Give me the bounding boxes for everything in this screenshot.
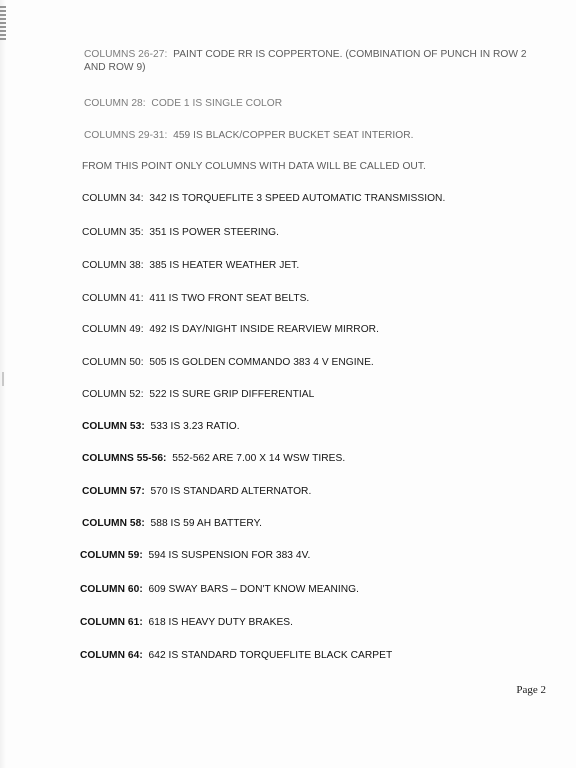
line-text: 411 IS TWO FRONT SEAT BELTS. <box>149 293 310 304</box>
line-label: COLUMN 35: <box>82 227 144 238</box>
document-line <box>82 160 426 173</box>
scan-artifact-mark <box>2 372 4 386</box>
document-line <box>80 583 359 596</box>
line-label: COLUMN 38: <box>82 260 144 271</box>
line-text: 385 IS HEATER WEATHER JET. <box>149 260 300 271</box>
document-line <box>82 452 345 465</box>
document-line <box>82 420 240 433</box>
document-line <box>84 129 414 142</box>
line-text: 618 IS HEAVY DUTY BRAKES. <box>148 617 294 628</box>
document-line <box>82 388 314 401</box>
document-line <box>80 549 310 562</box>
line-text: 342 IS TORQUEFLITE 3 SPEED AUTOMATIC TRANSMISSION. <box>149 193 446 204</box>
document-line <box>84 97 282 110</box>
line-text: 522 IS SURE GRIP DIFFERENTIAL <box>149 389 315 400</box>
document-line <box>82 192 445 205</box>
line-label: COLUMN 58: <box>82 518 145 529</box>
line-text: 594 IS SUSPENSION FOR 383 4V. <box>148 550 311 561</box>
line-label: COLUMNS 29-31: <box>84 130 168 141</box>
line-label: COLUMNS 26-27: <box>84 49 168 60</box>
line-label: COLUMN 49: <box>82 324 144 335</box>
line-text: 642 IS STANDARD TORQUEFLITE BLACK CARPET <box>148 650 393 661</box>
line-text: 351 IS POWER STEERING. <box>149 227 280 238</box>
line-text: FROM THIS POINT ONLY COLUMNS WITH DATA WILL BE CALLED OUT. <box>82 161 426 172</box>
document-line <box>82 292 309 305</box>
line-text: 459 IS BLACK/COPPER BUCKET SEAT INTERIOR. <box>173 130 414 141</box>
document-line <box>80 616 293 629</box>
line-text: 505 IS GOLDEN COMMANDO 383 4 V ENGINE. <box>149 357 374 368</box>
line-text: 588 IS 59 AH BATTERY. <box>150 518 263 529</box>
line-text: 609 SWAY BARS – DON'T KNOW MEANING. <box>148 584 360 595</box>
line-label: COLUMN 57: <box>82 486 145 497</box>
line-text: 492 IS DAY/NIGHT INSIDE REARVIEW MIRROR. <box>149 324 379 335</box>
document-line <box>82 517 262 530</box>
line-label: COLUMN 60: <box>80 584 143 595</box>
document-line <box>84 48 532 74</box>
document-line <box>82 323 379 336</box>
document-line <box>82 259 299 272</box>
line-label: COLUMN 53: <box>82 421 145 432</box>
line-text: 570 IS STANDARD ALTERNATOR. <box>150 486 312 497</box>
line-label: COLUMN 50: <box>82 357 144 368</box>
line-text: CODE 1 IS SINGLE COLOR <box>151 98 283 109</box>
line-label: COLUMN 41: <box>82 293 144 304</box>
line-label: COLUMN 34: <box>82 193 144 204</box>
line-label: COLUMN 59: <box>80 550 143 561</box>
document-line <box>82 226 279 239</box>
document-line <box>82 485 311 498</box>
line-label: COLUMN 52: <box>82 389 144 400</box>
line-text: PAINT CODE RR IS COPPERTONE. (COMBINATION OF PUNCH IN ROW 2 AND ROW 9) <box>84 49 527 73</box>
line-text: 552-562 ARE 7.00 X 14 WSW TIRES. <box>172 453 346 464</box>
line-label: COLUMNS 55-56: <box>82 453 167 464</box>
line-label: COLUMN 64: <box>80 650 143 661</box>
document-line <box>82 356 374 369</box>
page-number: Page 2 <box>516 684 546 696</box>
line-label: COLUMN 61: <box>80 617 143 628</box>
line-label: COLUMN 28: <box>84 98 146 109</box>
document-line <box>80 649 392 662</box>
scan-artifact-mark <box>0 6 6 40</box>
line-text: 533 IS 3.23 RATIO. <box>150 421 240 432</box>
